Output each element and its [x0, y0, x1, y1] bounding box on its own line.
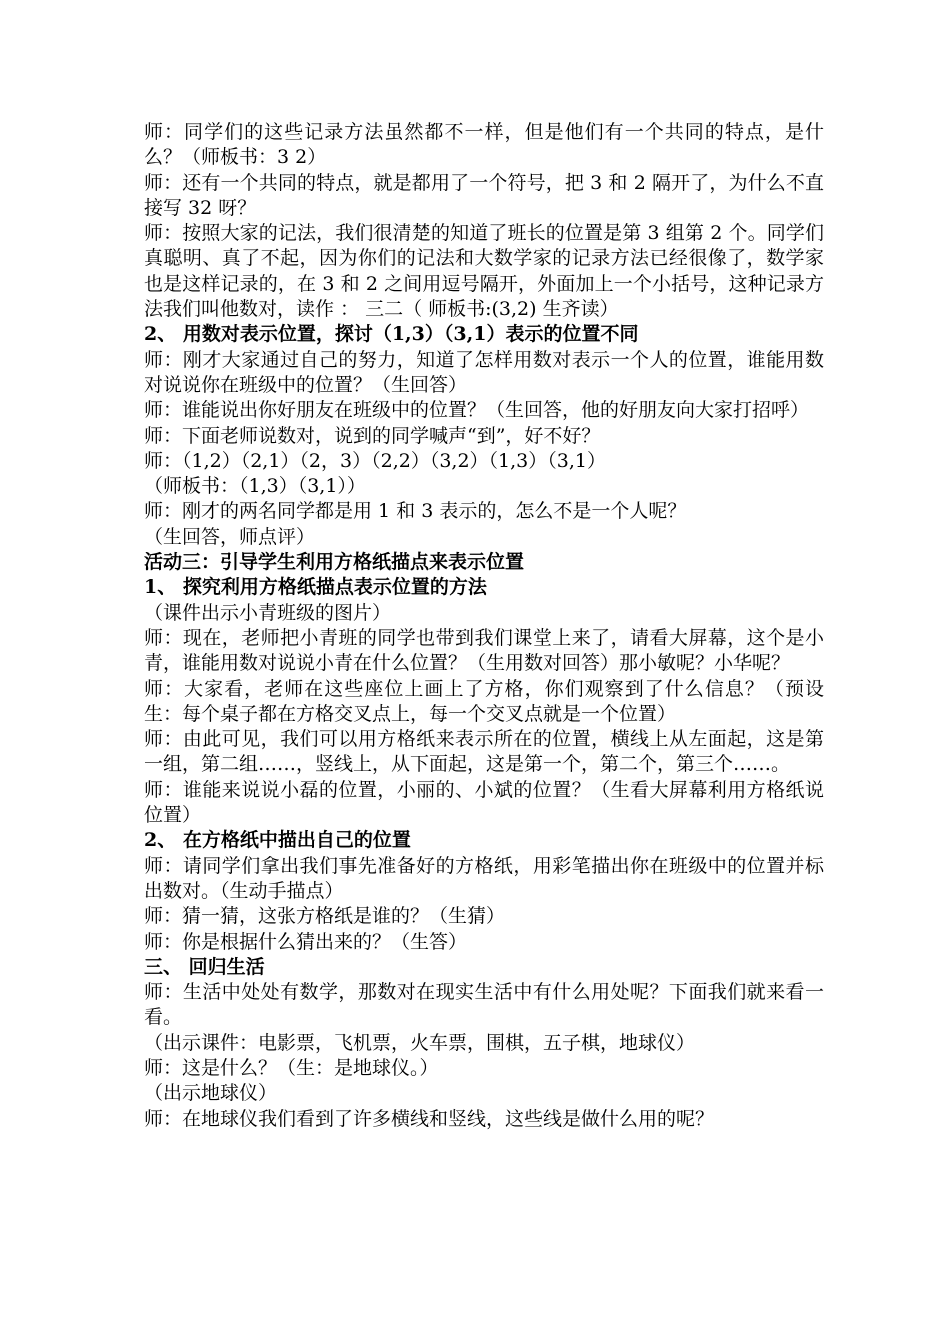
- activity-three-heading: 活动三：引导学生利用方格纸描点来表示位置: [144, 551, 525, 574]
- section-heading-2b: 2、 在方格纸中描出自己的位置: [144, 829, 411, 852]
- section-heading-2: 2、 用数对表示位置，探讨（1,3）（3,1）表示的位置不同: [144, 323, 639, 346]
- section-heading-3: 三、 回归生活: [144, 955, 265, 978]
- paragraph-17: 师：猜一猜，这张方格纸是谁的？（生猜）: [144, 905, 506, 928]
- paragraph-23: 师：在地球仪我们看到了许多横线和竖线，这些线是做什么用的呢？: [144, 1107, 715, 1130]
- paragraph-2: 师：还有一个共同的特点，就是都用了一个符号，把 3 和 2 隔开了，为什么不直接写 32 呀？: [144, 171, 824, 219]
- paragraph-8: （师板书：（1,3）（3,1））: [144, 475, 366, 498]
- paragraph-6: 师：下面老师说数对，说到的同学喊声“到”，好不好？: [144, 424, 601, 447]
- paragraph-4: 师：刚才大家通过自己的努力，知道了怎样用数对表示一个人的位置，谁能用数对说说你在班级中的位置？（生回答）: [144, 348, 824, 396]
- paragraph-9: 师：刚才的两名同学都是用 1 和 3 表示的，怎么不是一个人呢？: [144, 500, 687, 523]
- paragraph-11: （课件出示小青班级的图片）: [144, 601, 392, 624]
- paragraph-20: （出示课件：电影票，飞机票，火车票，围棋，五子棋，地球仪）: [144, 1031, 696, 1054]
- section-heading-1: 1、 探究利用方格纸描点表示位置的方法: [144, 576, 487, 599]
- paragraph-5: 师：谁能说出你好朋友在班级中的位置？（生回答，他的好朋友向大家打招呼）: [144, 399, 810, 422]
- paragraph-10: （生回答，师点评）: [144, 525, 316, 548]
- paragraph-3: 师：按照大家的记法，我们很清楚的知道了班长的位置是第 3 组第 2 个。同学们真聪明、真了不起，因为你们的记法和大数学家的记录方法已经很像了，数学家也是这样记录的，在 3 和 2 之间用逗号隔开，外面加上一个小括号，这种记录方法我们叫他数对，读作 ： 三二（ 师板书:(3,2) 生齐读）: [144, 222, 824, 321]
- document-body: [144, 120, 824, 1132]
- paragraph-15: 师：谁能来说说小磊的位置，小丽的、小斌的位置？（生看大屏幕利用方格纸说位置）: [144, 778, 824, 827]
- paragraph-21: 师：这是什么？（生：是地球仪。）: [144, 1056, 439, 1079]
- paragraph-14: 师：由此可见，我们可以用方格纸来表示所在的位置，横线上从左面起，这是第一组，第二组……，竖线上，从下面起，这是第一个，第二个，第三个……。: [144, 728, 824, 776]
- paragraph-16: 师：请同学们拿出我们事先准备好的方格纸，用彩笔描出你在班级中的位置并标出数对。（生动手描点）: [144, 854, 824, 902]
- paragraph-19: 师：生活中处处有数学，那数对在现实生活中有什么用处呢？下面我们就来看一看。: [144, 981, 824, 1029]
- paragraph-12: 师：现在，老师把小青班的同学也带到我们课堂上来了，请看大屏幕，这个是小青，谁能用数对说说小青在什么位置？（生用数对回答）那小敏呢？小华呢？: [144, 626, 824, 675]
- paragraph-7: 师：（1,2）（2,1）（2，3）（2,2）（3,2）（1,3）（3,1）: [144, 449, 606, 472]
- paragraph-13: 师：大家看，老师在这些座位上画上了方格，你们观察到了什么信息？（预设生：每个桌子都在方格交叉点上，每一个交叉点就是一个位置）: [144, 677, 824, 725]
- paragraph-18: 师：你是根据什么猜出来的？（生答）: [144, 930, 468, 953]
- paragraph-22: （出示地球仪）: [144, 1082, 278, 1105]
- paragraph-1: 师：同学们的这些记录方法虽然都不一样，但是他们有一个共同的特点，是什么？（师板书：3 2）: [144, 121, 824, 169]
